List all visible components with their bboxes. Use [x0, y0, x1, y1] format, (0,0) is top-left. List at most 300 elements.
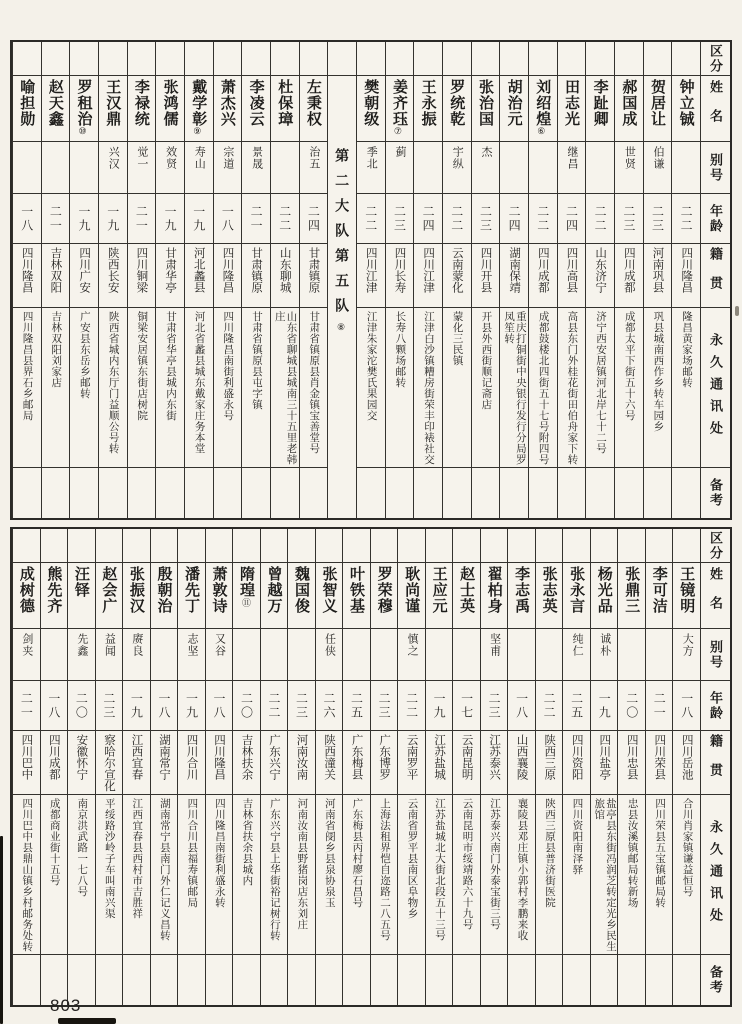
- person-origin-cell: [288, 731, 315, 795]
- person-alias-cell: [386, 142, 414, 194]
- label-origin: 籍贯: [701, 244, 730, 308]
- person-column: [499, 42, 528, 518]
- person-remarks-cell: [398, 955, 425, 1005]
- person-age-cell: [70, 194, 98, 244]
- person-origin-cell: [426, 731, 453, 795]
- person-origin-cell: [481, 731, 508, 795]
- person-age: 一八: [679, 691, 694, 720]
- person-origin-cell: [558, 244, 586, 308]
- person-remarks-cell: [453, 955, 480, 1005]
- person-address: 甘肃省镇原县屯字镇: [250, 311, 263, 410]
- person-remarks-cell: [673, 955, 700, 1005]
- person-alias-cell: [591, 629, 618, 681]
- person-origin-cell: [644, 244, 672, 308]
- person-age-cell: [558, 194, 586, 244]
- person-address-cell: [156, 308, 184, 468]
- person-alias: 诚朴: [598, 633, 611, 657]
- person-age-cell: [536, 681, 563, 731]
- person-address: 蒙化三民镇: [451, 311, 464, 366]
- person-address-cell: [41, 795, 68, 955]
- person-name: 刘绍煌⑥: [534, 79, 552, 137]
- person-alias-cell: [13, 629, 40, 681]
- person-name-cell: [371, 563, 398, 629]
- person-name: 罗统乾: [448, 79, 466, 127]
- person-name: 王应元: [430, 566, 448, 614]
- person-column: [557, 42, 586, 518]
- person-age-cell: [481, 681, 508, 731]
- person-name-cell: [261, 563, 288, 629]
- person-address-cell: [288, 795, 315, 955]
- person-name: 萧杰兴: [218, 79, 236, 127]
- person-origin: 四川江津: [422, 247, 435, 293]
- person-address-cell: [644, 308, 672, 468]
- person-remarks-cell: [242, 468, 270, 518]
- person-name: 赵士英: [458, 566, 476, 614]
- person-age-cell: [591, 681, 618, 731]
- person-origin: 江苏泰兴: [488, 734, 501, 780]
- person-age: 二二: [267, 691, 281, 720]
- person-alias-cell: [443, 142, 471, 194]
- person-address-cell: [453, 795, 480, 955]
- person-column: [442, 42, 471, 518]
- person-age-cell: [343, 681, 370, 731]
- footnote-mark: ⑩: [78, 127, 89, 137]
- person-name-cell: [536, 563, 563, 629]
- person-name-cell: [185, 76, 213, 142]
- person-origin-cell: [536, 731, 563, 795]
- person-column: [270, 42, 299, 518]
- column-top-spacer: [242, 42, 270, 76]
- person-origin-cell: [42, 244, 70, 308]
- person-origin-cell: [453, 731, 480, 795]
- person-address-cell: [42, 308, 70, 468]
- person-name: 张鸿儒: [161, 79, 179, 127]
- person-column: [127, 42, 156, 518]
- person-address-cell: [128, 308, 156, 468]
- person-address-cell: [386, 308, 414, 468]
- column-top-spacer: [13, 42, 41, 76]
- person-name-cell: [271, 76, 299, 142]
- person-address: 广东梅县丙村廖石昌号: [351, 798, 364, 908]
- person-origin-cell: [646, 731, 673, 795]
- person-origin-cell: [123, 731, 150, 795]
- person-column: [672, 529, 700, 1005]
- person-address-cell: [261, 795, 288, 955]
- person-name: 戴学彰⑨: [190, 79, 208, 137]
- column-top-spacer: [371, 529, 398, 563]
- person-origin: 山西襄陵: [515, 734, 528, 780]
- person-alias-cell: [481, 629, 508, 681]
- person-remarks-cell: [371, 955, 398, 1005]
- person-age: 一八: [211, 691, 226, 720]
- person-remarks-cell: [508, 955, 535, 1005]
- person-origin: 四川岳池: [680, 734, 693, 780]
- person-age: 二二: [404, 691, 419, 720]
- person-address: 四川合川县福寿镇邮局: [186, 798, 199, 908]
- person-origin: 甘肃华亭: [164, 247, 177, 293]
- column-top-spacer: [644, 42, 672, 76]
- person-age-cell: [271, 194, 299, 244]
- person-address-cell: [672, 308, 700, 468]
- person-age: 二〇: [74, 691, 89, 720]
- person-origin: 广东兴宁: [268, 734, 281, 780]
- person-address: 江苏盐城北大街北段五十三号: [433, 798, 446, 941]
- person-name-cell: [156, 76, 184, 142]
- person-origin: 陕西三原: [543, 734, 556, 780]
- person-name-cell: [500, 76, 528, 142]
- person-age-cell: [414, 194, 442, 244]
- person-name: 贺居让: [648, 79, 666, 127]
- person-remarks-cell: [443, 468, 471, 518]
- person-name-cell: [414, 76, 442, 142]
- person-alias: 大方: [681, 633, 694, 657]
- column-top-spacer: [261, 529, 288, 563]
- person-address: 成都商业街十五号: [48, 798, 61, 886]
- person-alias-cell: [99, 142, 127, 194]
- person-name-cell: [41, 563, 68, 629]
- person-address-cell: [398, 795, 425, 955]
- person-address-cell: [99, 308, 127, 468]
- person-age-cell: [357, 194, 385, 244]
- person-origin: 江西宜春: [130, 734, 143, 780]
- person-name-cell: [644, 76, 672, 142]
- column-top-spacer: [288, 529, 315, 563]
- person-column: [535, 529, 563, 1005]
- person-origin: 吉林双阳: [49, 247, 62, 293]
- person-address: 开县外西街顺记斋店: [480, 311, 493, 410]
- person-origin: 四川隆昌: [680, 247, 693, 293]
- person-origin-cell: [508, 731, 535, 795]
- person-origin: 四川成都: [622, 247, 635, 293]
- roster-table-top: [10, 40, 732, 520]
- person-origin: 四川合川: [185, 734, 198, 780]
- person-remarks-cell: [500, 468, 528, 518]
- person-alias: 宇纵: [451, 146, 464, 170]
- page-number: 803: [50, 996, 82, 1015]
- person-name-cell: [123, 563, 150, 629]
- person-address-cell: [343, 795, 370, 955]
- person-address: 高县东门外桂花街田伯舟家下转: [566, 311, 579, 465]
- person-age: 一九: [432, 691, 447, 720]
- person-age: 一七: [459, 691, 474, 720]
- person-age-cell: [242, 194, 270, 244]
- person-origin: 四川忠县: [625, 734, 638, 780]
- person-age: 二〇: [239, 691, 254, 720]
- person-address: 成都太平下街五十六号: [623, 311, 636, 421]
- person-name-cell: [214, 76, 242, 142]
- person-origin: 湖南常宁: [157, 734, 170, 780]
- person-age-cell: [96, 681, 123, 731]
- person-remarks-cell: [261, 955, 288, 1005]
- label-address: 永久通讯处: [701, 795, 730, 955]
- person-alias: 杰: [479, 146, 492, 158]
- person-address: 广安县东岳乡邮转: [78, 311, 91, 399]
- person-name-cell: [558, 76, 586, 142]
- person-age: 二一: [48, 204, 63, 233]
- person-origin-cell: [472, 244, 500, 308]
- person-name: 田志光: [562, 79, 580, 127]
- person-age: 二二: [363, 204, 378, 233]
- person-remarks-cell: [185, 468, 213, 518]
- person-remarks-cell: [271, 468, 299, 518]
- person-age: 二三: [294, 691, 309, 720]
- scan-artifact-bottom-edge: [58, 1018, 116, 1024]
- person-age: 二〇: [624, 691, 639, 720]
- person-name: 罗租治⑩: [75, 79, 93, 137]
- person-alias-cell: [414, 142, 442, 194]
- person-alias: 先鑫: [75, 633, 88, 657]
- person-name-cell: [357, 76, 385, 142]
- person-age: 二六: [322, 691, 337, 720]
- person-age: 一九: [597, 691, 612, 720]
- person-address-cell: [591, 795, 618, 955]
- column-top-spacer: [41, 529, 68, 563]
- person-remarks-cell: [386, 468, 414, 518]
- person-name: 叶铁基: [348, 566, 366, 614]
- label-remarks: 备考: [708, 965, 723, 995]
- person-column: [98, 42, 127, 518]
- person-origin-cell: [529, 244, 557, 308]
- person-origin-cell: [386, 244, 414, 308]
- person-alias: 蓟: [393, 146, 406, 158]
- label-age: 年龄: [701, 681, 730, 731]
- person-column: [184, 42, 213, 518]
- person-origin-cell: [343, 731, 370, 795]
- person-origin: 陕西潼关: [323, 734, 336, 780]
- person-origin-cell: [586, 244, 614, 308]
- person-address: 四川巴中县鼎山镇乡村邮务处转: [21, 798, 34, 952]
- person-name: 张振汉: [127, 566, 145, 614]
- person-name-cell: [300, 76, 328, 142]
- person-name: 成树德: [17, 566, 35, 614]
- column-top-spacer: [500, 42, 528, 76]
- person-age-cell: [13, 681, 40, 731]
- person-address-cell: [96, 795, 123, 955]
- column-top-spacer: [128, 42, 156, 76]
- person-name-cell: [42, 76, 70, 142]
- person-age: 一八: [19, 204, 34, 233]
- section-cell: [328, 76, 356, 518]
- column-top-spacer: [42, 42, 70, 76]
- person-alias-cell: [357, 142, 385, 194]
- person-origin-cell: [185, 244, 213, 308]
- person-name-cell: [70, 76, 98, 142]
- person-column: [507, 529, 535, 1005]
- person-origin-cell: [13, 731, 40, 795]
- person-age: 二一: [652, 691, 667, 720]
- person-alias-cell: [646, 629, 673, 681]
- label-remarks: 备考: [708, 478, 723, 508]
- person-address: 山东省聊城县城南三十五里老韩庄: [273, 311, 298, 465]
- column-top-spacer: [673, 529, 700, 563]
- person-address: 甘肃省华亭县城内东街: [164, 311, 177, 421]
- person-remarks-cell: [586, 468, 614, 518]
- person-alias-cell: [500, 142, 528, 194]
- column-top-spacer: [178, 529, 205, 563]
- person-origin: 四川隆昌: [221, 247, 234, 293]
- person-age: 二四: [306, 204, 321, 233]
- person-address: 陕西省城内东厅门益顺公号转: [107, 311, 120, 454]
- person-address: 济宁西安居镇河北岸七十二号: [595, 311, 608, 454]
- person-age-cell: [233, 681, 260, 731]
- person-name: 喻担勋: [18, 79, 36, 127]
- footnote-mark: ⑨: [193, 127, 204, 137]
- person-origin: 广东梅县: [350, 734, 363, 780]
- person-remarks-cell: [414, 468, 442, 518]
- person-name-cell: [13, 76, 41, 142]
- person-age: 二五: [349, 691, 364, 720]
- column-top-spacer: [68, 529, 95, 563]
- person-remarks-cell: [672, 468, 700, 518]
- column-top-spacer: [316, 529, 343, 563]
- person-address: 陕西三原县普济街医院: [544, 798, 557, 908]
- person-name: 郝国成: [620, 79, 638, 127]
- person-address-cell: [214, 308, 242, 468]
- column-top-spacer: [99, 42, 127, 76]
- person-remarks-cell: [123, 955, 150, 1005]
- person-alias-cell: [426, 629, 453, 681]
- person-address: 长寿八颗场邮转: [394, 311, 407, 388]
- person-name: 曾越万: [265, 566, 283, 614]
- person-name-cell: [99, 76, 127, 142]
- person-name: 萧敦诗: [210, 566, 228, 614]
- person-alias-cell: [618, 629, 645, 681]
- person-name: 胡治元: [505, 79, 523, 127]
- column-top-spacer: [453, 529, 480, 563]
- person-alias: 效贤: [164, 146, 177, 170]
- column-top-spacer: [185, 42, 213, 76]
- person-age: 二一: [19, 691, 34, 720]
- person-age: 二一: [134, 204, 149, 233]
- category-label-text: 区分: [708, 43, 723, 74]
- person-name-cell: [426, 563, 453, 629]
- footnote-mark: ⑦: [393, 127, 404, 137]
- person-name-cell: [128, 76, 156, 142]
- person-alias-cell: [300, 142, 328, 194]
- column-top-spacer: [156, 42, 184, 76]
- column-top-spacer: [357, 42, 385, 76]
- person-alias: 世贤: [623, 146, 636, 170]
- person-name-cell: [481, 563, 508, 629]
- label-age: 年龄: [701, 194, 730, 244]
- person-address: 四川隆昌县界石乡邮局: [21, 311, 34, 421]
- person-name: 张永言: [568, 566, 586, 614]
- person-column: [315, 529, 343, 1005]
- person-origin: 吉林扶余: [240, 734, 253, 780]
- person-remarks-cell: [426, 955, 453, 1005]
- person-origin: 江苏盐城: [433, 734, 446, 780]
- person-remarks-cell: [529, 468, 557, 518]
- person-address-cell: [357, 308, 385, 468]
- person-age: 二四: [421, 204, 436, 233]
- person-address-cell: [426, 795, 453, 955]
- person-origin-cell: [591, 731, 618, 795]
- person-alias-cell: [156, 142, 184, 194]
- person-column: [150, 529, 178, 1005]
- person-column: [41, 42, 70, 518]
- person-remarks-cell: [591, 955, 618, 1005]
- person-address: 四川隆昌南街利盛永号: [222, 311, 235, 421]
- person-name: 耿尚谨: [403, 566, 421, 614]
- person-alias-cell: [271, 142, 299, 194]
- person-column: [342, 529, 370, 1005]
- person-address-cell: [271, 308, 299, 468]
- column-top-spacer: [529, 42, 557, 76]
- person-name-cell: [398, 563, 425, 629]
- person-alias-cell: [41, 629, 68, 681]
- column-top-spacer: [70, 42, 98, 76]
- person-name: 张志英: [540, 566, 558, 614]
- person-name: 王汉鼎: [104, 79, 122, 127]
- person-address: 平绥路沙岭子车叫南兴渠: [103, 798, 116, 919]
- person-column: [67, 529, 95, 1005]
- person-remarks-cell: [646, 955, 673, 1005]
- person-address: 湖南常宁县南门外仁记义昌转: [158, 798, 171, 941]
- person-alias: 任侠: [323, 633, 336, 657]
- person-name: 赵会广: [100, 566, 118, 614]
- person-address: 四川隆昌南街利盛永转: [213, 798, 226, 908]
- person-address: 合川肖家镇谦益恒号: [681, 798, 694, 897]
- person-address: 吉林双阳刘家店: [50, 311, 63, 388]
- person-age: 二三: [377, 691, 392, 720]
- roster-table-bottom: [10, 527, 732, 1007]
- person-remarks-cell: [300, 468, 328, 518]
- person-column: [471, 42, 500, 518]
- person-alias: 景晟: [250, 146, 263, 170]
- person-name-cell: [646, 563, 673, 629]
- person-alias: 志坚: [185, 633, 198, 657]
- person-age: 二三: [650, 204, 665, 233]
- person-column: [643, 42, 672, 518]
- person-age: 二四: [564, 204, 579, 233]
- person-alias: 觉一: [135, 146, 148, 170]
- person-column: [614, 42, 643, 518]
- person-age: 二三: [101, 691, 116, 720]
- person-alias: 寿山: [193, 146, 206, 170]
- person-remarks-cell: [96, 955, 123, 1005]
- person-age-cell: [261, 681, 288, 731]
- person-alias-cell: [70, 142, 98, 194]
- person-address-cell: [68, 795, 95, 955]
- person-age-cell: [214, 194, 242, 244]
- person-alias-cell: [453, 629, 480, 681]
- column-top-spacer: [233, 529, 260, 563]
- person-origin: 四川隆昌: [213, 734, 225, 780]
- person-origin-cell: [414, 244, 442, 308]
- person-origin-cell: [13, 244, 41, 308]
- person-alias-cell: [371, 629, 398, 681]
- person-address: 上海法租界恺自迩路二八五号: [378, 798, 391, 941]
- column-top-spacer: [206, 529, 233, 563]
- label-alias: 别号: [701, 142, 730, 194]
- person-alias-cell: [672, 142, 700, 194]
- category-label: 区分: [701, 529, 730, 563]
- person-origin: 四川资阳: [570, 734, 583, 780]
- person-address-cell: [233, 795, 260, 955]
- person-origin-cell: [96, 731, 123, 795]
- person-address: 江津朱家沱樊氏果园交: [365, 311, 378, 421]
- person-address-cell: [618, 795, 645, 955]
- person-alias-cell: [123, 629, 150, 681]
- person-name: 李志禹: [513, 566, 531, 614]
- person-name-cell: [453, 563, 480, 629]
- person-name: 赵天鑫: [46, 79, 64, 127]
- person-alias-cell: [42, 142, 70, 194]
- person-alias-cell: [178, 629, 205, 681]
- person-address-cell: [443, 308, 471, 468]
- person-name-cell: [96, 563, 123, 629]
- person-remarks-cell: [233, 955, 260, 1005]
